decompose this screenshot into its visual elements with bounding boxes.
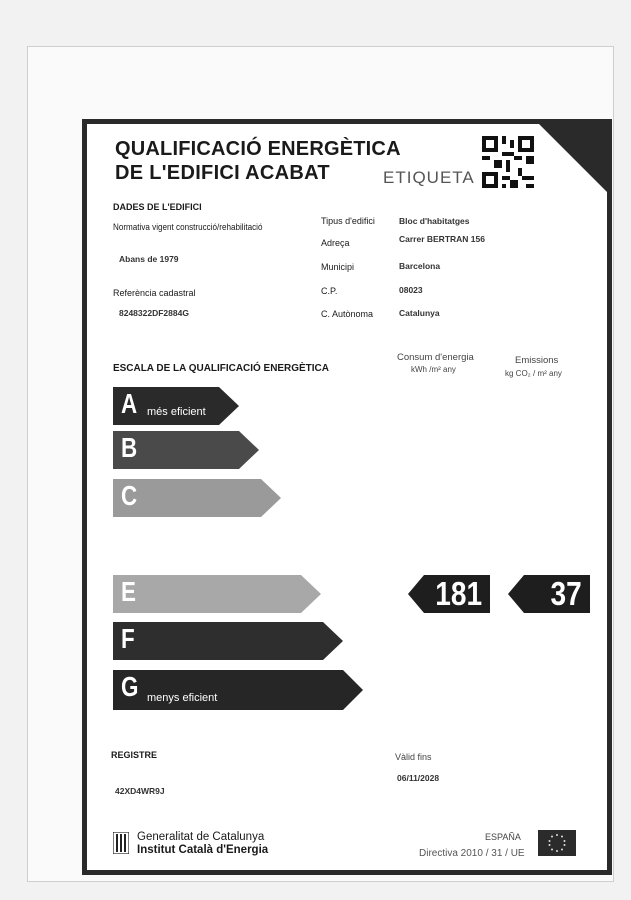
regulation-value: Abans de 1979 bbox=[119, 254, 179, 264]
eu-flag-icon bbox=[538, 830, 576, 856]
consumption-value: 181 bbox=[435, 575, 482, 612]
autonomy-label: C. Autònoma bbox=[321, 309, 374, 319]
valid-until-label: Vàlid fins bbox=[395, 752, 432, 762]
etiqueta-tag: ETIQUETA bbox=[383, 168, 475, 187]
corner-triangle bbox=[538, 123, 608, 193]
class-bar-b bbox=[113, 431, 261, 469]
class-bar-e bbox=[113, 575, 323, 613]
autonomy-value: Catalunya bbox=[399, 308, 440, 318]
class-bar-f bbox=[113, 622, 345, 660]
cadastral-value: 8248322DF2884G bbox=[119, 308, 189, 318]
class-bar-e-shape bbox=[113, 575, 321, 613]
consumption-indicator bbox=[408, 575, 490, 613]
qr-code-icon bbox=[482, 136, 534, 188]
emissions-header: Emissions bbox=[515, 355, 559, 366]
class-desc-g: menys eficient bbox=[147, 692, 218, 704]
class-letter-g: G bbox=[121, 671, 139, 702]
class-bar-g bbox=[113, 670, 365, 708]
generalitat-logo-icon bbox=[113, 832, 129, 854]
class-letter-e: E bbox=[121, 576, 136, 607]
postal-code-label: C.P. bbox=[321, 286, 338, 296]
scale-title: ESCALA DE LA QUALIFICACIÓ ENERGÈTICA bbox=[113, 362, 329, 374]
valid-until-value: 06/11/2028 bbox=[397, 773, 440, 783]
institute-name: Institut Català d'Energia bbox=[137, 844, 269, 856]
class-bar-c bbox=[113, 479, 283, 517]
regulation-label: Normativa vigent construcció/rehabilitació bbox=[113, 222, 263, 232]
class-bar-g-shape bbox=[113, 670, 363, 710]
class-letter-b: B bbox=[121, 432, 138, 463]
emissions-indicator bbox=[508, 575, 590, 613]
class-bar-c-shape bbox=[113, 479, 281, 517]
paper-sheet bbox=[27, 46, 614, 882]
class-letter-c: C bbox=[121, 480, 138, 511]
directive-label: Directiva 2010 / 31 / UE bbox=[419, 848, 525, 859]
class-desc-a: més eficient bbox=[147, 406, 206, 418]
emissions-unit: kg CO₂ / m² any bbox=[505, 369, 562, 378]
cadastral-label: Referència cadastral bbox=[113, 288, 196, 298]
emissions-value: 37 bbox=[550, 575, 582, 612]
postal-code-value: 08023 bbox=[399, 285, 423, 295]
building-type-label: Tipus d'edifici bbox=[321, 216, 375, 226]
country-label: ESPAÑA bbox=[485, 832, 521, 842]
class-bar-f-shape bbox=[113, 622, 343, 660]
address-value: Carrer BERTRAN 156 bbox=[399, 234, 485, 244]
municipality-label: Municipi bbox=[321, 262, 355, 272]
municipality-value: Barcelona bbox=[399, 261, 441, 271]
consumption-unit: kWh /m² any bbox=[411, 365, 456, 374]
registry-label: REGISTRE bbox=[111, 750, 158, 760]
class-letter-a: A bbox=[121, 388, 138, 419]
class-bar-a bbox=[113, 387, 241, 425]
building-data-title: DADES DE L'EDIFICI bbox=[113, 202, 202, 212]
title-line-2: DE L'EDIFICI ACABAT bbox=[115, 162, 330, 184]
class-letter-f: F bbox=[121, 623, 135, 654]
energy-label bbox=[82, 119, 612, 875]
building-type-value: Bloc d'habitatges bbox=[399, 216, 470, 226]
consumption-header: Consum d'energia bbox=[397, 352, 474, 363]
address-label: Adreça bbox=[321, 238, 350, 248]
generalitat-name: Generalitat de Catalunya bbox=[137, 831, 265, 843]
registry-value: 42XD4WR9J bbox=[115, 786, 165, 796]
title-line-1: QUALIFICACIÓ ENERGÈTICA bbox=[115, 138, 401, 160]
